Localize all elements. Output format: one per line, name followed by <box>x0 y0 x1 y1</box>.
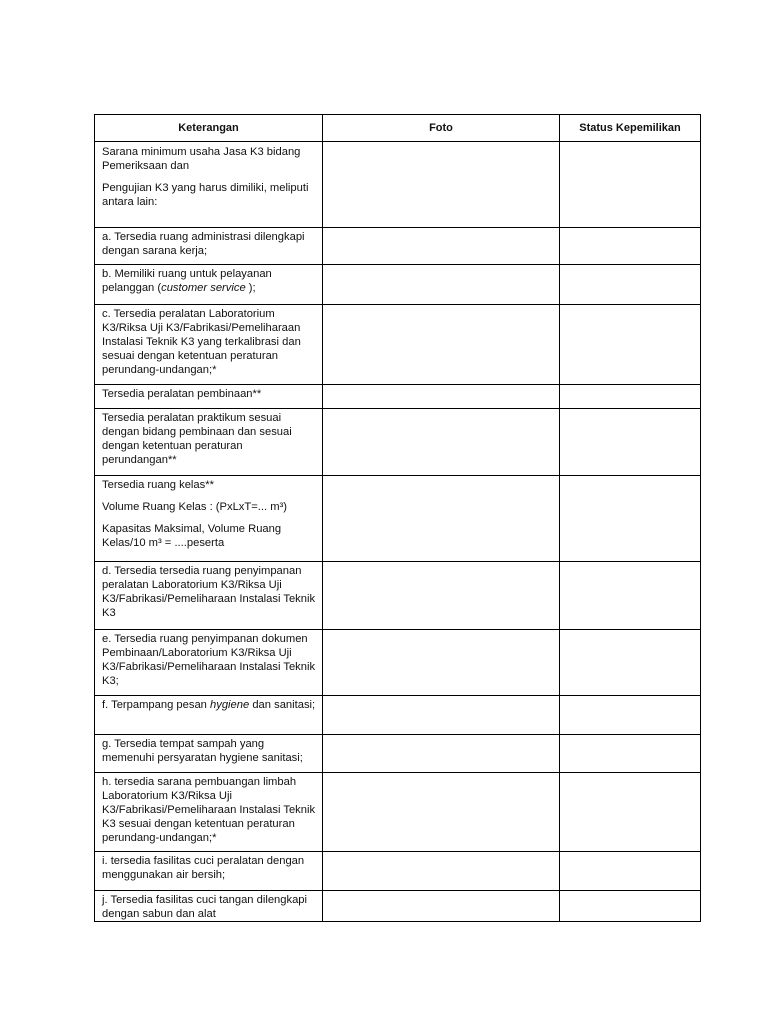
status-cell <box>560 562 701 630</box>
row-text: Sarana minimum usaha Jasa K3 bidang Pemeriksaan dan <box>102 146 301 172</box>
status-cell <box>560 409 701 476</box>
keterangan-cell <box>95 385 323 409</box>
row-text: Kapasitas Maksimal, Volume Ruang Kelas/10 m³ = ....peserta <box>102 523 282 549</box>
keterangan-cell <box>95 696 323 735</box>
foto-cell <box>323 562 560 630</box>
foto-cell <box>323 385 560 409</box>
status-cell <box>560 630 701 696</box>
status-cell <box>560 773 701 852</box>
row-text: dan sanitasi; <box>249 699 316 711</box>
foto-cell <box>323 305 560 385</box>
keterangan-cell <box>95 562 323 630</box>
requirements-table <box>94 114 701 922</box>
foto-cell <box>323 228 560 265</box>
foto-cell <box>323 852 560 891</box>
status-cell <box>560 305 701 385</box>
row-text: a. Tersedia ruang administrasi dilengkapi dengan sarana kerja; <box>102 231 305 257</box>
row-text: Tersedia peralatan pembinaan** <box>102 388 262 400</box>
row-text: ); <box>245 282 256 294</box>
table-row <box>95 891 701 922</box>
table-row <box>95 630 701 696</box>
table-row <box>95 265 701 305</box>
row-text: d. Tersedia tersedia ruang penyimpanan peralatan Laboratorium K3/Riksa Uji K3/Fabrikasi/Pemeliharaan Instalasi Teknik K3 <box>102 565 316 619</box>
keterangan-cell <box>95 409 323 476</box>
row-text: Tersedia peralatan praktikum sesuai dengan bidang pembinaan dan sesuai dengan ketentuan peraturan perundangan** <box>102 412 292 466</box>
table-header-row <box>95 115 701 142</box>
status-cell <box>560 476 701 562</box>
status-cell <box>560 852 701 891</box>
status-cell <box>560 696 701 735</box>
keterangan-cell <box>95 852 323 891</box>
table-row <box>95 385 701 409</box>
status-cell <box>560 735 701 773</box>
row-text: j. Tersedia fasilitas cuci tangan dilengkapi dengan sabun dan alat <box>102 894 308 920</box>
row-text: c. Tersedia peralatan Laboratorium K3/Riksa Uji K3/Fabrikasi/Pemeliharaan Instalasi Teknik K3 yang terkalibrasi dan sesuai dengan ketentuan peraturan perundang-undangan;* <box>102 308 301 376</box>
row-text: Tersedia ruang kelas** <box>102 479 214 491</box>
keterangan-cell <box>95 305 323 385</box>
table-row <box>95 142 701 228</box>
foto-cell <box>323 630 560 696</box>
foto-cell <box>323 409 560 476</box>
table-row <box>95 409 701 476</box>
row-text: g. Tersedia tempat sampah yang memenuhi persyaratan hygiene sanitasi; <box>102 738 303 764</box>
table-row <box>95 562 701 630</box>
table-row <box>95 773 701 852</box>
header-foto: Foto <box>323 115 560 142</box>
status-cell <box>560 142 701 228</box>
row-text: f. Terpampang pesan <box>102 699 211 711</box>
status-cell <box>560 891 701 922</box>
header-keterangan: Keterangan <box>95 115 323 142</box>
table-row <box>95 476 701 562</box>
keterangan-cell <box>95 630 323 696</box>
foto-cell <box>323 773 560 852</box>
status-cell <box>560 385 701 409</box>
foto-cell <box>323 265 560 305</box>
row-text: Pengujian K3 yang harus dimiliki, meliputi antara lain: <box>102 182 309 208</box>
keterangan-cell <box>95 891 323 922</box>
keterangan-cell <box>95 265 323 305</box>
table-row <box>95 735 701 773</box>
header-status-kepemilikan: Status Kepemilikan <box>560 115 701 142</box>
row-text: h. tersedia sarana pembuangan limbah Laboratorium K3/Riksa Uji K3/Fabrikasi/Pemeliharaan Instalasi Teknik K3 sesuai dengan ketentuan peraturan perundang-undangan;* <box>102 776 316 844</box>
keterangan-cell <box>95 228 323 265</box>
table-row <box>95 305 701 385</box>
foto-cell <box>323 735 560 773</box>
keterangan-cell <box>95 142 323 228</box>
keterangan-cell <box>95 773 323 852</box>
table-row <box>95 852 701 891</box>
keterangan-cell <box>95 735 323 773</box>
status-cell <box>560 228 701 265</box>
foto-cell <box>323 891 560 922</box>
row-text: e. Tersedia ruang penyimpanan dokumen Pembinaan/Laboratorium K3/Riksa Uji K3/Fabrikasi/Pemeliharaan Instalasi Teknik K3; <box>102 633 316 687</box>
foto-cell <box>323 142 560 228</box>
row-text: i. tersedia fasilitas cuci peralatan dengan menggunakan air bersih; <box>102 855 305 881</box>
keterangan-cell <box>95 476 323 562</box>
table-row <box>95 696 701 735</box>
status-cell <box>560 265 701 305</box>
row-text-italic: customer service <box>161 282 246 294</box>
table-row <box>95 228 701 265</box>
foto-cell <box>323 696 560 735</box>
foto-cell <box>323 476 560 562</box>
row-text-italic: hygiene <box>210 699 250 711</box>
row-text: Volume Ruang Kelas : (PxLxT=... m³) <box>102 501 287 513</box>
row-text: b. Memiliki ruang untuk pelayanan pelanggan ( <box>102 268 272 294</box>
